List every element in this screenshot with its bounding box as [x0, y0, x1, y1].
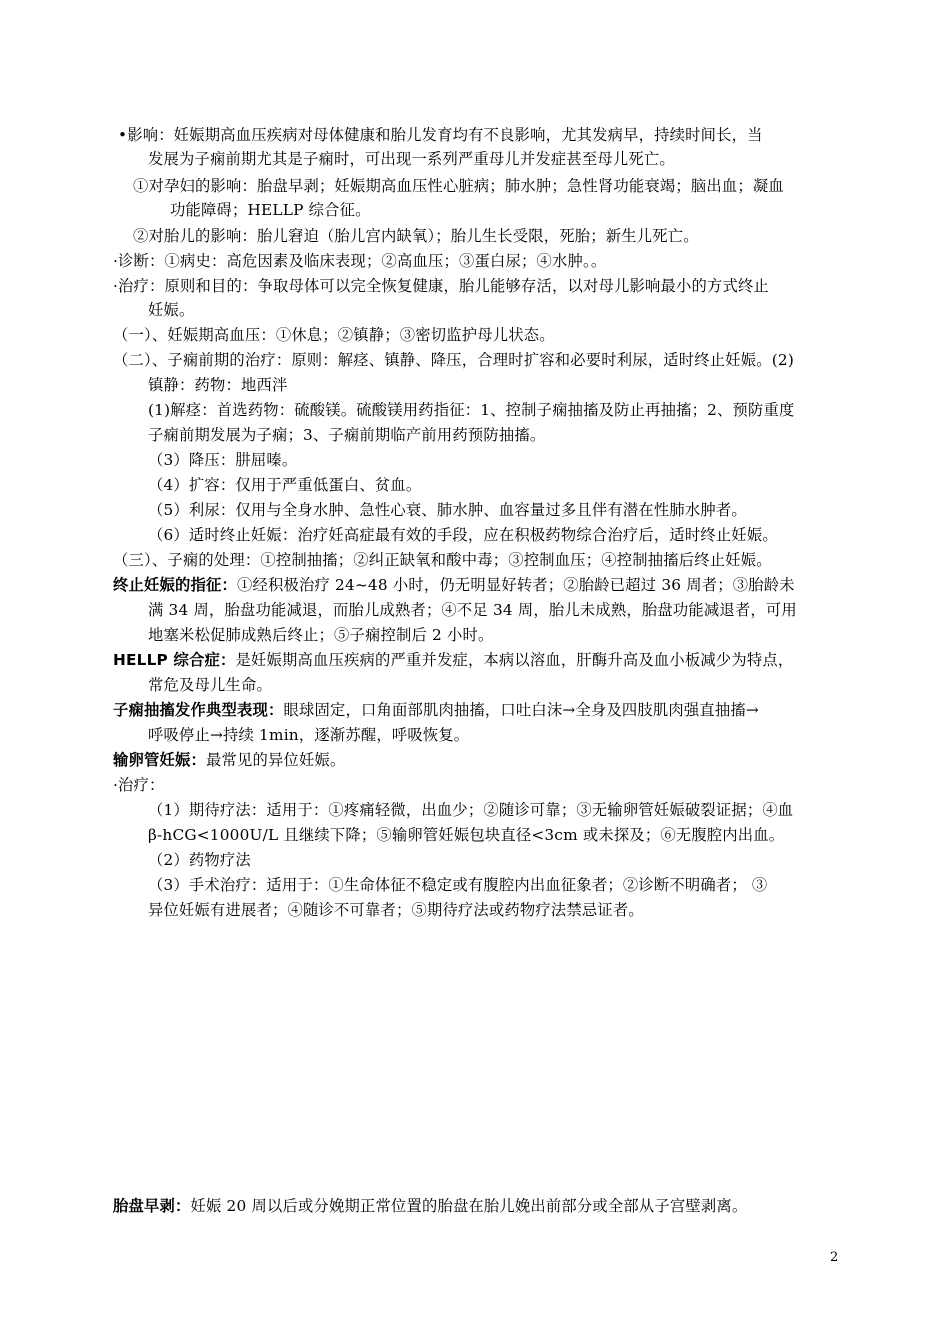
text-line: ·治疗：原则和目的：争取母体可以完全恢复健康，胎儿能够存活，以对母儿影响最小的方式终止 — [113, 277, 769, 295]
term-heading: 胎盘早剥： — [113, 1197, 191, 1215]
text-line: （2）药物疗法 — [148, 851, 251, 869]
text-line: 妊娠。 — [148, 301, 195, 319]
text-line — [113, 649, 793, 672]
text-line — [113, 574, 795, 597]
text-line: 满 34 周，胎盘功能减退，而胎儿成熟者；④不足 34 周，胎儿未成熟，胎盘功能减退者，可用 — [148, 601, 797, 619]
text-line: （5）利尿：仅用与全身水肿、急性心衰、肺水肿、血容量过多且伴有潜在性肺水肿者。 — [148, 501, 747, 519]
text-line — [113, 699, 759, 722]
text-line: (1)解痉：首选药物：硫酸镁。硫酸镁用药指征：1、控制子痫抽搐及防止再抽搐；2、预防重度 — [148, 401, 795, 419]
term-text: 最常见的异位妊娠。 — [205, 751, 346, 769]
text-line: （3）降压：肼屈嗪。 — [148, 451, 298, 469]
text-line: （一）、妊娠期高血压：①休息；②镇静；③密切监护母儿状态。 — [113, 326, 555, 344]
term-heading: 子痫抽搐发作典型表现： — [113, 701, 284, 719]
text-line: （二）、子痫前期的治疗：原则：解痉、镇静、降压，合理时扩容和必要时利尿，适时终止妊娠。(2) — [113, 351, 794, 369]
text-line: ②对胎儿的影响：胎儿窘迫（胎儿宫内缺氧）；胎儿生长受限，死胎；新生儿死亡。 — [133, 227, 699, 245]
term-heading: 终止妊娠的指征： — [113, 576, 237, 594]
term-heading: 输卵管妊娠： — [113, 751, 206, 769]
text-line: ·治疗： — [113, 776, 165, 794]
text-line: 子痫前期发展为子痫；3、子痫前期临产前用药预防抽搐。 — [148, 426, 546, 444]
text-line: （4）扩容：仅用于严重低蛋白、贫血。 — [148, 476, 422, 494]
text-line: ①对孕妇的影响：胎盘早剥；妊娠期高血压性心脏病；肺水肿；急性肾功能衰竭；脑出血；凝血 — [133, 177, 784, 195]
text-line: 呼吸停止→持续 1min，逐渐苏醒，呼吸恢复。 — [148, 726, 470, 744]
text-line: 镇静：药物：地西泮 — [148, 376, 288, 394]
text-line: 常危及母儿生命。 — [148, 676, 272, 694]
text-line: 功能障碍；HELLP 综合征。 — [170, 201, 371, 219]
text-line: （三）、子痫的处理：①控制抽搐；②纠正缺氧和酸中毒；③控制血压；④控制抽搐后终止妊娠。 — [113, 551, 772, 569]
text-line: 异位妊娠有进展者；④随诊不可靠者；⑤期待疗法或药物疗法禁忌证者。 — [148, 901, 644, 919]
text-line — [113, 749, 345, 772]
text-line: •影响：妊娠期高血压疾病对母体健康和胎儿发育均有不良影响，尤其发病早，持续时间长，当 — [118, 126, 763, 144]
text-line: 地塞米松促肺成熟后终止；⑤子痫控制后 2 小时。 — [148, 626, 494, 644]
term-text: 是妊娠期高血压疾病的严重并发症，本病以溶血，肝酶升高及血小板减少为特点， — [235, 651, 794, 669]
text-line: 发展为子痫前期尤其是子痫时，可出现一系列严重母儿并发症甚至母儿死亡。 — [148, 150, 675, 168]
text-line: β-hCG<1000U/L 且继续下降；⑤输卵管妊娠包块直径<3cm 或未探及；⑥无腹腔内出血。 — [148, 826, 785, 844]
text-line — [113, 1195, 747, 1218]
page-number: 2 — [830, 1250, 839, 1265]
term-heading: HELLP 综合症： — [113, 651, 236, 669]
text-line: （6）适时终止妊娠：治疗妊高症最有效的手段，应在积极药物综合治疗后，适时终止妊娠。 — [148, 526, 778, 544]
text-line: （3）手术治疗：适用于：①生命体征不稳定或有腹腔内出血征象者；②诊断不明确者； ③ — [148, 876, 768, 894]
text-line: （1）期待疗法：适用于：①疼痛轻微，出血少；②随诊可靠；③无输卵管妊娠破裂证据；④血 — [148, 801, 794, 819]
term-text: 眼球固定，口角面部肌肉抽搐，口吐白沫→全身及四肢肌肉强直抽搐→ — [283, 701, 759, 719]
text-line: ·诊断：①病史：高危因素及临床表现；②高血压；③蛋白尿；④水肿。。 — [113, 252, 607, 270]
term-text: 妊娠 20 周以后或分娩期正常位置的胎盘在胎儿娩出前部分或全部从子宫壁剥离。 — [190, 1197, 748, 1215]
term-text: ①经积极治疗 24~48 小时，仍无明显好转者；②胎龄已超过 36 周者；③胎龄未 — [236, 576, 795, 594]
